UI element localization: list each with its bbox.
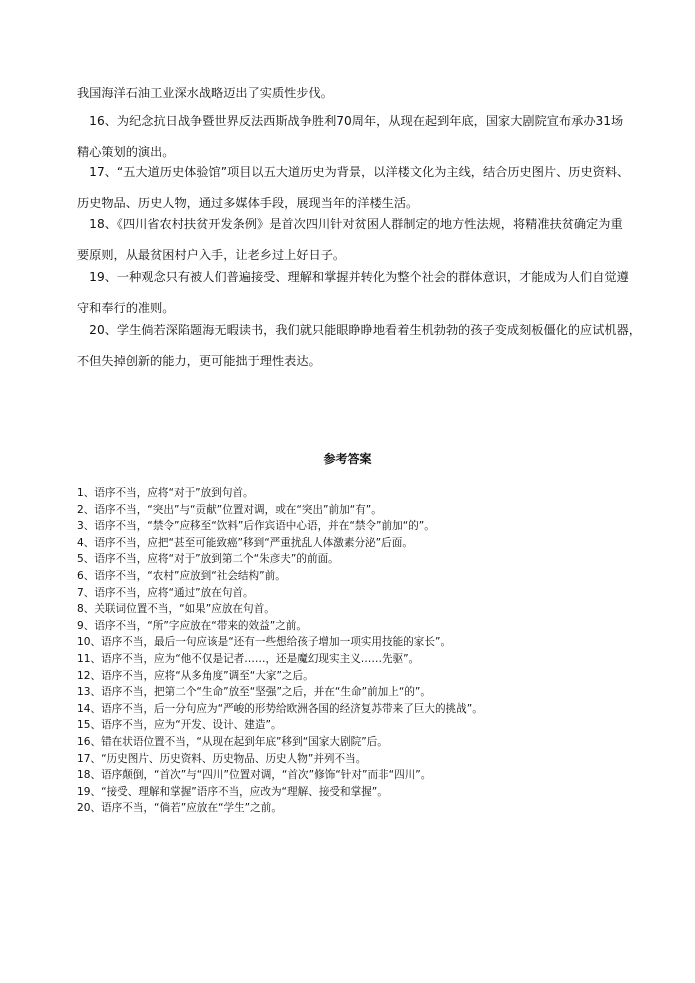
text-line: 不但失掉创新的能力，更可能拙于理性表达。 bbox=[77, 354, 321, 368]
answer-item: 19、“接受、理解和掌握”语序不当，应改为“理解、接受和掌握”。 bbox=[77, 785, 388, 798]
answer-item: 8、关联词位置不当，“如果”应放在句首。 bbox=[77, 603, 275, 616]
text-line: 18、《四川省农村扶贫开发条例》是首次四川针对贫困人群制定的地方性法规，将精准扶贫确定为重 bbox=[77, 217, 623, 231]
question-17 bbox=[77, 164, 630, 212]
answer-item: 12、语序不当，应将“从多角度”调至“大家”之后。 bbox=[77, 669, 314, 682]
answer-item: 13、语序不当，把第二个“生命”放至“坚强”之后，并在“生命”前加上“的”。 bbox=[77, 686, 432, 699]
answer-item: 14、语序不当，后一分句应为“严峻的形势给欧洲各国的经济复苏带来了巨大的挑战”。 bbox=[77, 702, 483, 715]
answer-item: 20、语序不当，“倘若”应放在“学生”之前。 bbox=[77, 802, 282, 815]
text-line: 守和奉行的准则。 bbox=[77, 301, 175, 315]
text-line: 要原则，从最贫困村户入手，让老乡过上好日子。 bbox=[77, 248, 346, 262]
text-line: 17、“五大道历史体验馆”项目以五大道历史为背景，以洋楼文化为主线，结合历史图片、历史资料、 bbox=[77, 165, 630, 179]
answer-item: 18、语序颠倒，“首次”与“四川”位置对调，“首次”修饰“针对”而非“四川”。 bbox=[77, 769, 432, 782]
answer-item: 7、语序不当，应将“通过”放在句首。 bbox=[77, 586, 254, 599]
answer-item: 5、语序不当，应将“对于”放到第二个“朱彦夫”的前面。 bbox=[77, 553, 339, 566]
answers-heading: 参考答案 bbox=[323, 452, 372, 466]
question-16 bbox=[77, 113, 622, 161]
answer-item: 6、语序不当，“农村”应放到“社会结构”前。 bbox=[77, 569, 286, 582]
answer-item: 15、语序不当，应为“开发、设计、建造”。 bbox=[77, 719, 282, 732]
answer-item: 3、语序不当，“禁令”应移至“饮料”后作宾语中心语，并在“禁令”前加“的”。 bbox=[77, 520, 435, 533]
answer-item: 2、语序不当，“突出”与“贡献”位置对调，或在“突出”前加“有”。 bbox=[77, 503, 382, 516]
question-15-continuation bbox=[77, 85, 622, 102]
question-18 bbox=[77, 216, 622, 264]
text-line: 16、为纪念抗日战争暨世界反法西斯战争胜利70周年，从现在起到年底，国家大剧院宣布承办31场 bbox=[77, 114, 624, 128]
answer-item: 11、语序不当，应为“他不仅是记者……，还是魔幻现实主义……先驱”。 bbox=[77, 652, 420, 665]
text-line: 精心策划的演出。 bbox=[77, 145, 175, 159]
answer-item: 4、语序不当，应把“甚至可能致癌”移到“严重扰乱人体激素分泌”后面。 bbox=[77, 536, 413, 549]
answer-item: 10、语序不当，最后一句应该是“还有一些想给孩子增加一项实用技能的家长”。 bbox=[77, 636, 452, 649]
question-20 bbox=[77, 322, 641, 370]
text-line: 19、一种观念只有被人们普遍接受、理解和掌握并转化为整个社会的群体意识，才能成为人们自觉遵 bbox=[77, 270, 629, 284]
text-line: 20、学生倘若深陷题海无暇读书，我们就只能眼睁睁地看着生机勃勃的孩子变成刻板僵化的应试机器， bbox=[77, 323, 641, 337]
answers-list bbox=[77, 485, 483, 817]
question-19 bbox=[77, 269, 629, 317]
answer-item: 9、语序不当，“所”字应放在“带来的效益”之前。 bbox=[77, 619, 307, 632]
text-line: 历史物品、历史人物，通过多媒体手段，展现当年的洋楼生活。 bbox=[77, 196, 419, 210]
text-line: 我国海洋石油工业深水战略迈出了实质性步伐。 bbox=[77, 86, 333, 100]
answer-item: 1、语序不当，应将“对于”放到句首。 bbox=[77, 487, 254, 499]
answer-item: 17、“历史图片、历史资料、历史物品、历史人物”并列不当。 bbox=[77, 752, 367, 765]
answer-item: 16、错在状语位置不当，“从现在起到年底”移到“国家大剧院”后。 bbox=[77, 735, 388, 748]
